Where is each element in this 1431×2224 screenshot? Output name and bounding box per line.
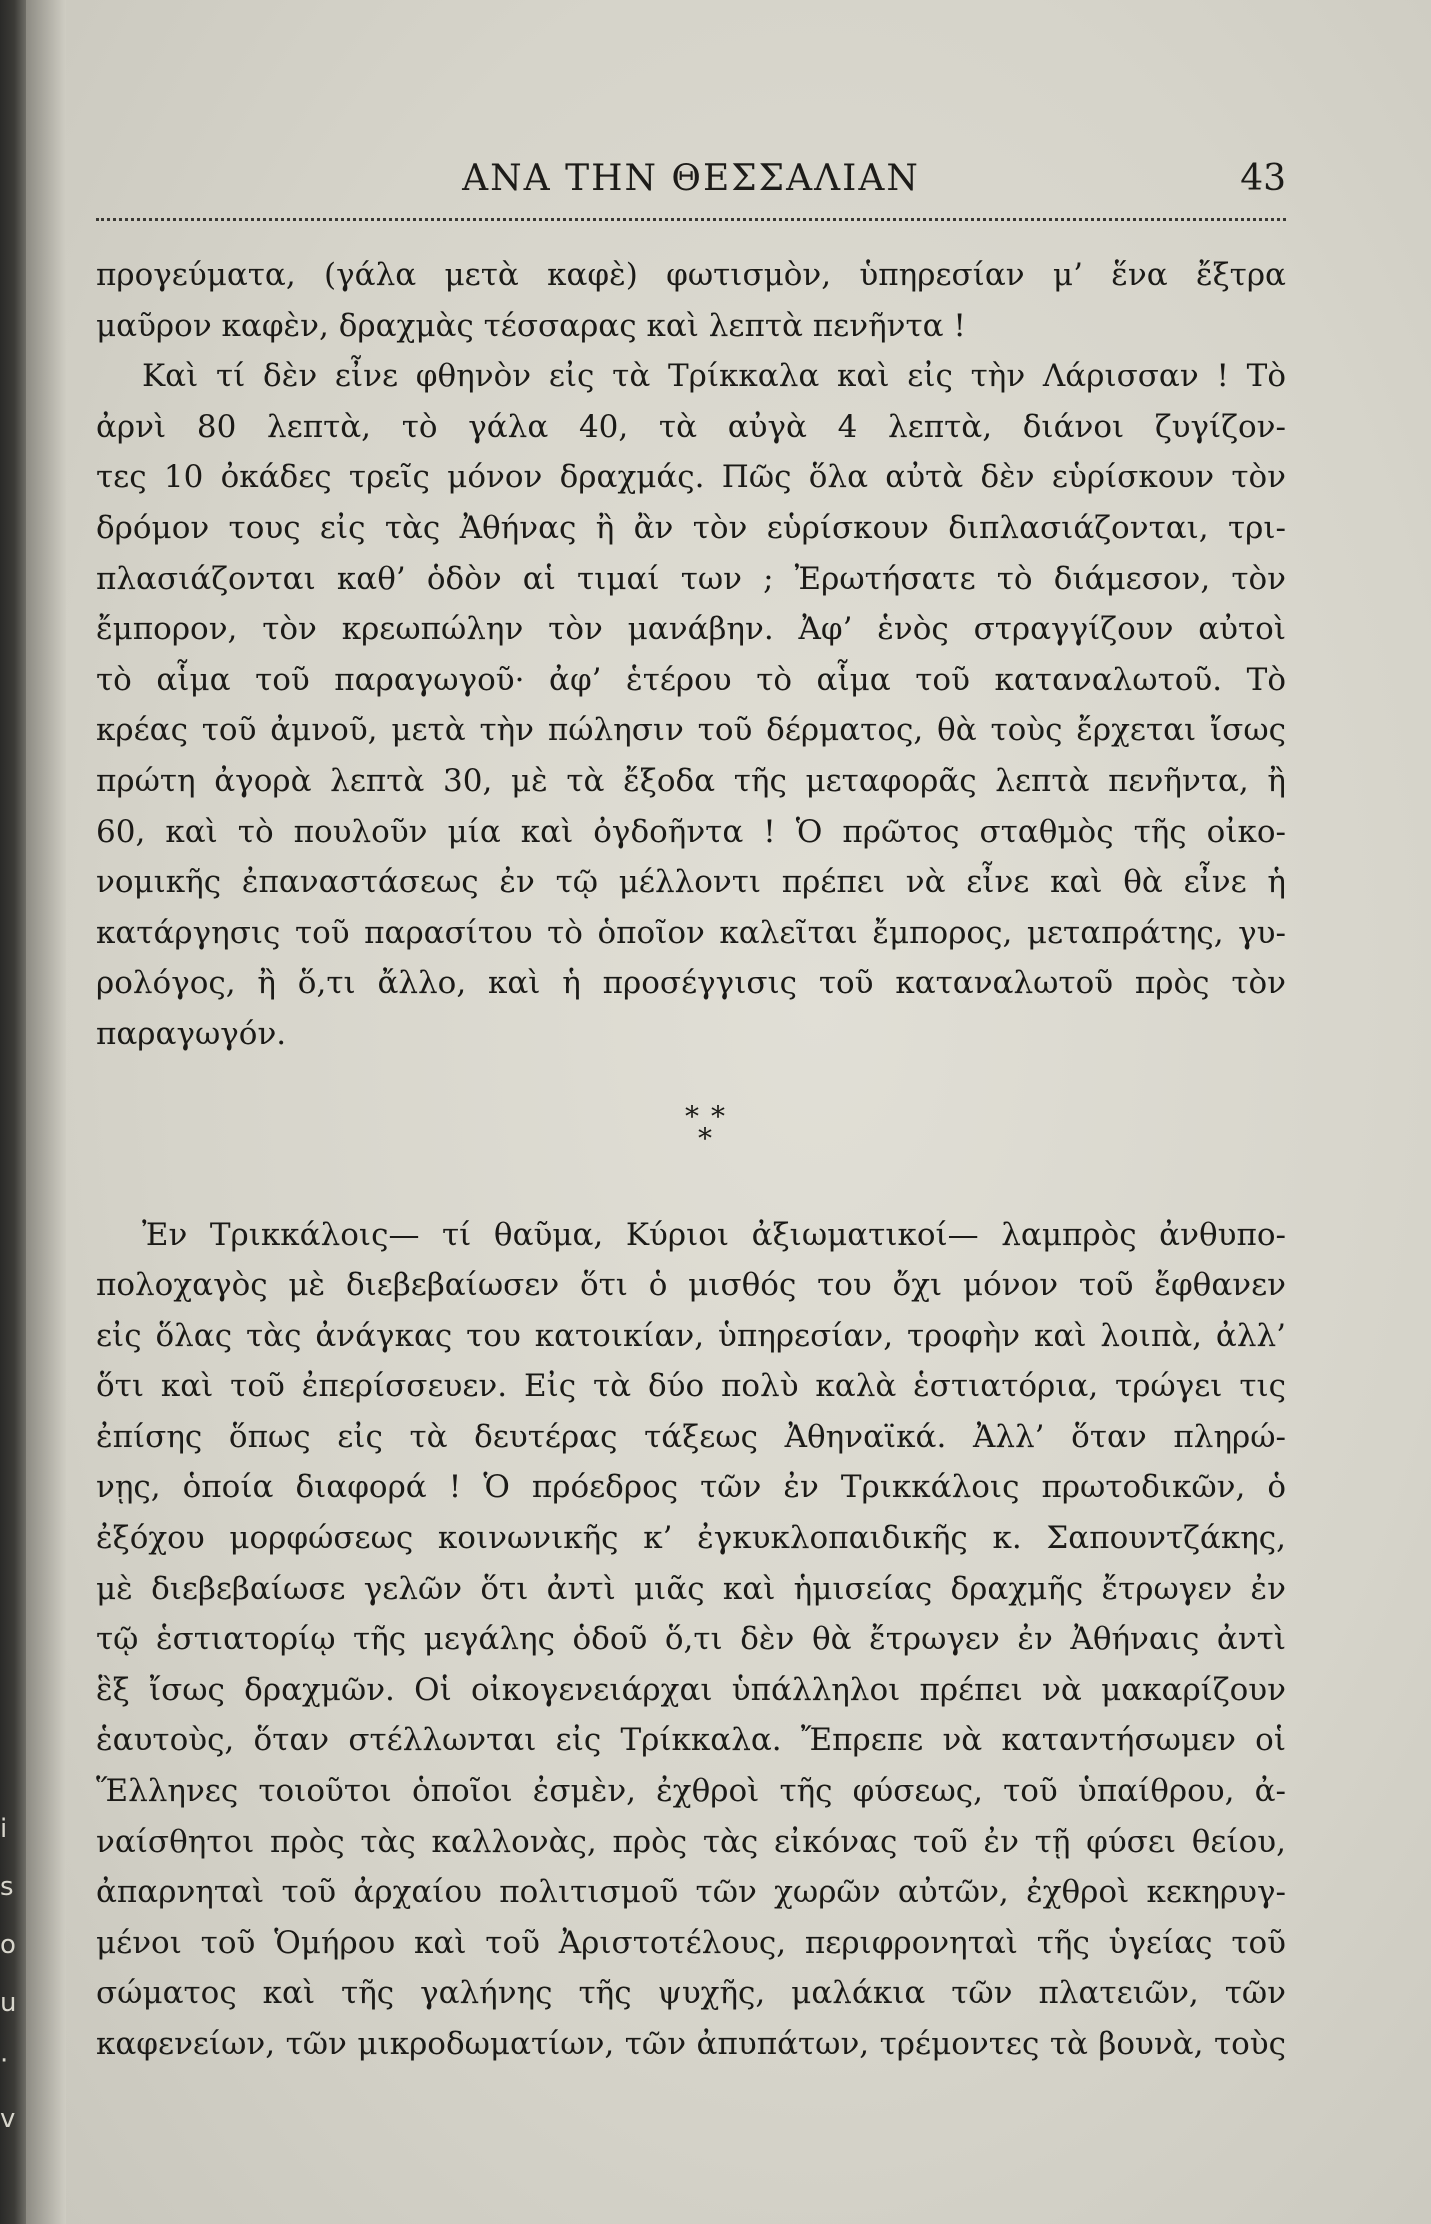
text-line: τες 10 ὀκάδες τρεῖς μόνον δραχμάς. Πῶς ὅλα αὐτὰ δὲν εὑρίσκουν τὸν bbox=[96, 459, 1286, 496]
text-line: πολοχαγὸς μὲ διεβεβαίωσεν ὅτι ὁ μισθός του ὄχι μόνον τοῦ ἔφθανεν bbox=[96, 1267, 1286, 1304]
text-line: μένοι τοῦ Ὁμήρου καὶ τοῦ Ἀριστοτέλους, περιφρονηταὶ τῆς ὑγείας τοῦ bbox=[96, 1924, 1286, 1961]
text-line: ἀπαρνηταὶ τοῦ ἀρχαίου πολιτισμοῦ τῶν χωρῶν αὐτῶν, ἐχθροὶ κεκηρυγ- bbox=[96, 1874, 1286, 1911]
facing-page-edge bbox=[0, 1800, 17, 2148]
edge-mark: v bbox=[0, 2104, 16, 2134]
edge-mark: u bbox=[0, 1988, 17, 2018]
asterism bbox=[681, 1100, 741, 1160]
text-line: ἐπίσης ὅπως εἰς τὰ δευτέρας τάξεως Ἀθηναϊκά. Ἀλλ’ ὅταν πληρώ- bbox=[96, 1418, 1286, 1455]
text-line: Ἕλληνες τοιοῦτοι ὁποῖοι ἐσμὲν, ἐχθροὶ τῆς φύσεως, τοῦ ὑπαίθρου, ἀ- bbox=[96, 1773, 1286, 1810]
text-line: Καὶ τί δὲν εἶνε φθηνὸν εἰς τὰ Τρίκκαλα καὶ εἰς τὴν Λάρισσαν ! Τὸ bbox=[142, 358, 1286, 395]
text-line: κατάργησις τοῦ παρασίτου τὸ ὁποῖον καλεῖται ἔμπορος, μεταπράτης, γυ- bbox=[96, 914, 1286, 951]
body-text bbox=[96, 250, 1286, 2070]
text-line: ἐξόχου μορφώσεως κοινωνικῆς κ’ ἐγκυκλοπαιδικῆς κ. Σαπουντζάκης, bbox=[96, 1520, 1286, 1557]
running-title: ΑΝΑ ΤΗΝ ΘΕΣΣΑΛΙΑΝ bbox=[462, 158, 920, 199]
text-line: νομικῆς ἐπαναστάσεως ἐν τῷ μέλλοντι πρέπει νὰ εἶνε καὶ θὰ εἶνε ἡ bbox=[96, 864, 1286, 901]
gutter-shadow bbox=[26, 0, 66, 2224]
page-number: 43 bbox=[1240, 158, 1286, 199]
edge-mark: o bbox=[0, 1930, 16, 1960]
text-line: σώματος καὶ τῆς γαλήνης τῆς ψυχῆς, μαλάκια τῶν πλατειῶν, τῶν bbox=[96, 1975, 1286, 2012]
text-line: ἑαυτοὺς, ὅταν στέλλωνται εἰς Τρίκκαλα. Ἔπρεπε νὰ καταντήσωμεν οἱ bbox=[96, 1722, 1286, 1759]
text-line: ὅτι καὶ τοῦ ἐπερίσσευεν. Εἰς τὰ δύο πολὺ καλὰ ἑστιατόρια, τρώγει τις bbox=[96, 1368, 1286, 1405]
text-line: πλασιάζονται καθ’ ὁδὸν αἱ τιμαί των ; Ἐρωτήσατε τὸ διάμεσον, τὸν bbox=[96, 560, 1286, 597]
edge-mark: i bbox=[0, 1814, 8, 1844]
text-line: καφενείων, τῶν μικροδωματίων, τῶν ἀπυπάτων, τρέμοντες τὰ βουνὰ, τοὺς bbox=[96, 2026, 1286, 2062]
section-separator bbox=[96, 1060, 1286, 1210]
text-line: εἰς ὅλας τὰς ἀνάγκας του κατοικίαν, ὑπηρεσίαν, τροφὴν καὶ λοιπὰ, ἀλλ’ bbox=[96, 1317, 1286, 1354]
paragraph-2 bbox=[96, 351, 1286, 1059]
text-line: κρέας τοῦ ἀμνοῦ, μετὰ τὴν πώλησιν τοῦ δέρματος, θὰ τοὺς ἔρχεται ἴσως bbox=[96, 712, 1286, 749]
text-line: ρολόγος, ἢ ὅ,τι ἄλλο, καὶ ἡ προσέγγισις τοῦ καταναλωτοῦ πρὸς τὸν bbox=[96, 965, 1286, 1002]
text-line: τὸ αἷμα τοῦ παραγωγοῦ· ἀφ’ ἑτέρου τὸ αἷμα τοῦ καταναλωτοῦ. Τὸ bbox=[96, 661, 1286, 698]
text-line: μὲ διεβεβαίωσε γελῶν ὅτι ἀντὶ μιᾶς καὶ ἡμισείας δραχμῆς ἔτρωγεν ἐν bbox=[96, 1570, 1286, 1607]
text-line: 60, καὶ τὸ πουλοῦν μία καὶ ὀγδοῆντα ! Ὁ πρῶτος σταθμὸς τῆς οἰκο- bbox=[96, 813, 1286, 850]
edge-mark: s bbox=[0, 1872, 14, 1902]
paragraph-1 bbox=[96, 250, 1286, 351]
text-line: ἓξ ἴσως δραχμῶν. Οἱ οἰκογενειάρχαι ὑπάλληλοι πρέπει νὰ μακαρίζουν bbox=[96, 1671, 1286, 1708]
asterisk: * bbox=[685, 1099, 699, 1133]
text-line: τῷ ἑστιατορίῳ τῆς μεγάλης ὁδοῦ ὅ,τι δὲν θὰ ἔτρωγεν ἐν Ἀθήναις ἀντὶ bbox=[96, 1621, 1286, 1658]
header-rule bbox=[96, 218, 1286, 221]
text-line: ἀρνὶ 80 λεπτὰ, τὸ γάλα 40, τὰ αὐγὰ 4 λεπτὰ, διάνοι ζυγίζον- bbox=[96, 408, 1286, 445]
text-line: Ἐν Τρικκάλοις— τί θαῦμα, Κύριοι ἀξιωματικοί— λαμπρὸς ἀνθυπο- bbox=[142, 1216, 1286, 1253]
text-line: ἔμπορον, τὸν κρεωπώλην τὸν μανάβην. Ἀφ’ ἑνὸς στραγγίζουν αὐτοὶ bbox=[96, 611, 1286, 648]
text-line: προγεύματα, (γάλα μετὰ καφὲ) φωτισμὸν, ὑπηρεσίαν μ’ ἕνα ἔξτρα bbox=[96, 257, 1286, 293]
text-line: νῃς, ὁποία διαφορά ! Ὁ πρόεδρος τῶν ἐν Τρικκάλοις πρωτοδικῶν, ὁ bbox=[96, 1469, 1286, 1506]
asterisk: * bbox=[711, 1099, 725, 1133]
text-line: πρώτη ἀγορὰ λεπτὰ 30, μὲ τὰ ἔξοδα τῆς μεταφορᾶς λεπτὰ πενῆντα, ἢ bbox=[96, 762, 1286, 799]
paragraph-3 bbox=[96, 1210, 1286, 2070]
text-line: μαῦρον καφὲν, δραχμὰς τέσσαρας καὶ λεπτὰ πενῆντα ! bbox=[96, 307, 966, 344]
running-head bbox=[96, 150, 1286, 210]
asterisk: * bbox=[698, 1121, 712, 1155]
text-line: ναίσθητοι πρὸς τὰς καλλονὰς, πρὸς τὰς εἰκόνας τοῦ ἐν τῇ φύσει θείου, bbox=[96, 1823, 1286, 1860]
edge-mark: · bbox=[0, 2046, 9, 2076]
text-line: δρόμον τους εἰς τὰς Ἀθήνας ἢ ἂν τὸν εὑρίσκουν διπλασιάζονται, τρι- bbox=[96, 509, 1286, 546]
text-line: παραγωγόν. bbox=[96, 1015, 287, 1052]
